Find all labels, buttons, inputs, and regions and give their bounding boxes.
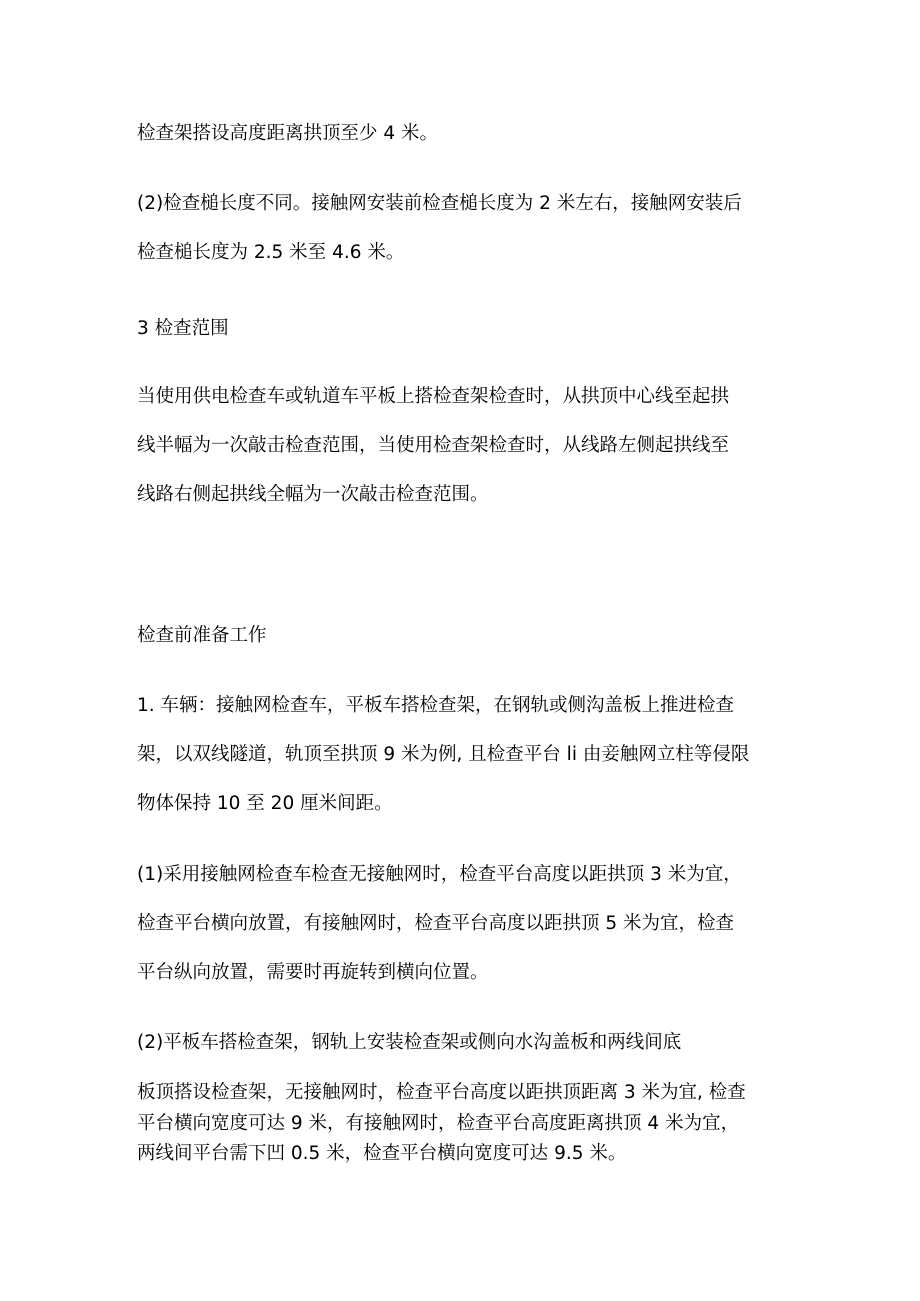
text-line: 线路右侧起拱线全幅为一次敲击检查范围。 <box>137 484 489 505</box>
text-line: 3 检查范围 <box>137 318 229 339</box>
text-line: 平台横向宽度可达 9 米，有接触网时，检查平台高度距离拱顶 4 米为宜， <box>137 1113 740 1134</box>
text-line: 1. 车辆：接触网检查车，平板车搭检查架，在钢轨或侧沟盖板上推进检查 <box>137 695 735 716</box>
text-line: (2)平板车搭检查架，钢轨上安装检查架或侧向水沟盖板和两线间底 <box>137 1032 682 1053</box>
text-line: 平台纵向放置，需要时再旋转到横向位置。 <box>137 962 489 983</box>
text-line: (1)采用接触网检查车检查无接触网时，检查平台高度以距拱顶 3 米为宜， <box>137 864 742 885</box>
text-line: 物体保持 10 至 20 厘米间距。 <box>137 793 393 814</box>
text-line: (2)检查槌长度不同。接触网安装前检查槌长度为 2 米左右，接触网安装后 <box>137 193 742 214</box>
text-line: 检查前准备工作 <box>137 625 267 646</box>
text-line: 检查槌长度为 2.5 米至 4.6 米。 <box>137 242 405 263</box>
text-line: 架，以双线隧道，轨顶至拱顶 9 米为例, 且检查平台 li 由妾触网立柱等侵限 <box>137 744 750 765</box>
text-line: 当使用供电检查车或轨道车平板上搭检查架检查时，从拱顶中心线至起拱 <box>137 386 730 407</box>
text-line: 检查架搭设高度距离拱顶至少 4 米。 <box>137 123 439 144</box>
text-line: 两线间平台需下凹 0.5 米，检查平台横向宽度可达 9.5 米。 <box>137 1143 627 1164</box>
text-line: 板顶搭设检查架，无接触网时，检查平台高度以距拱顶距离 3 米为宜, 检查 <box>137 1082 746 1103</box>
text-line: 检查平台横向放置，有接触网时，检查平台高度以距拱顶 5 米为宜，检查 <box>137 913 735 934</box>
text-line: 线半幅为一次敲击检查范围，当使用检查架检查时，从线路左侧起拱线至 <box>137 435 730 456</box>
